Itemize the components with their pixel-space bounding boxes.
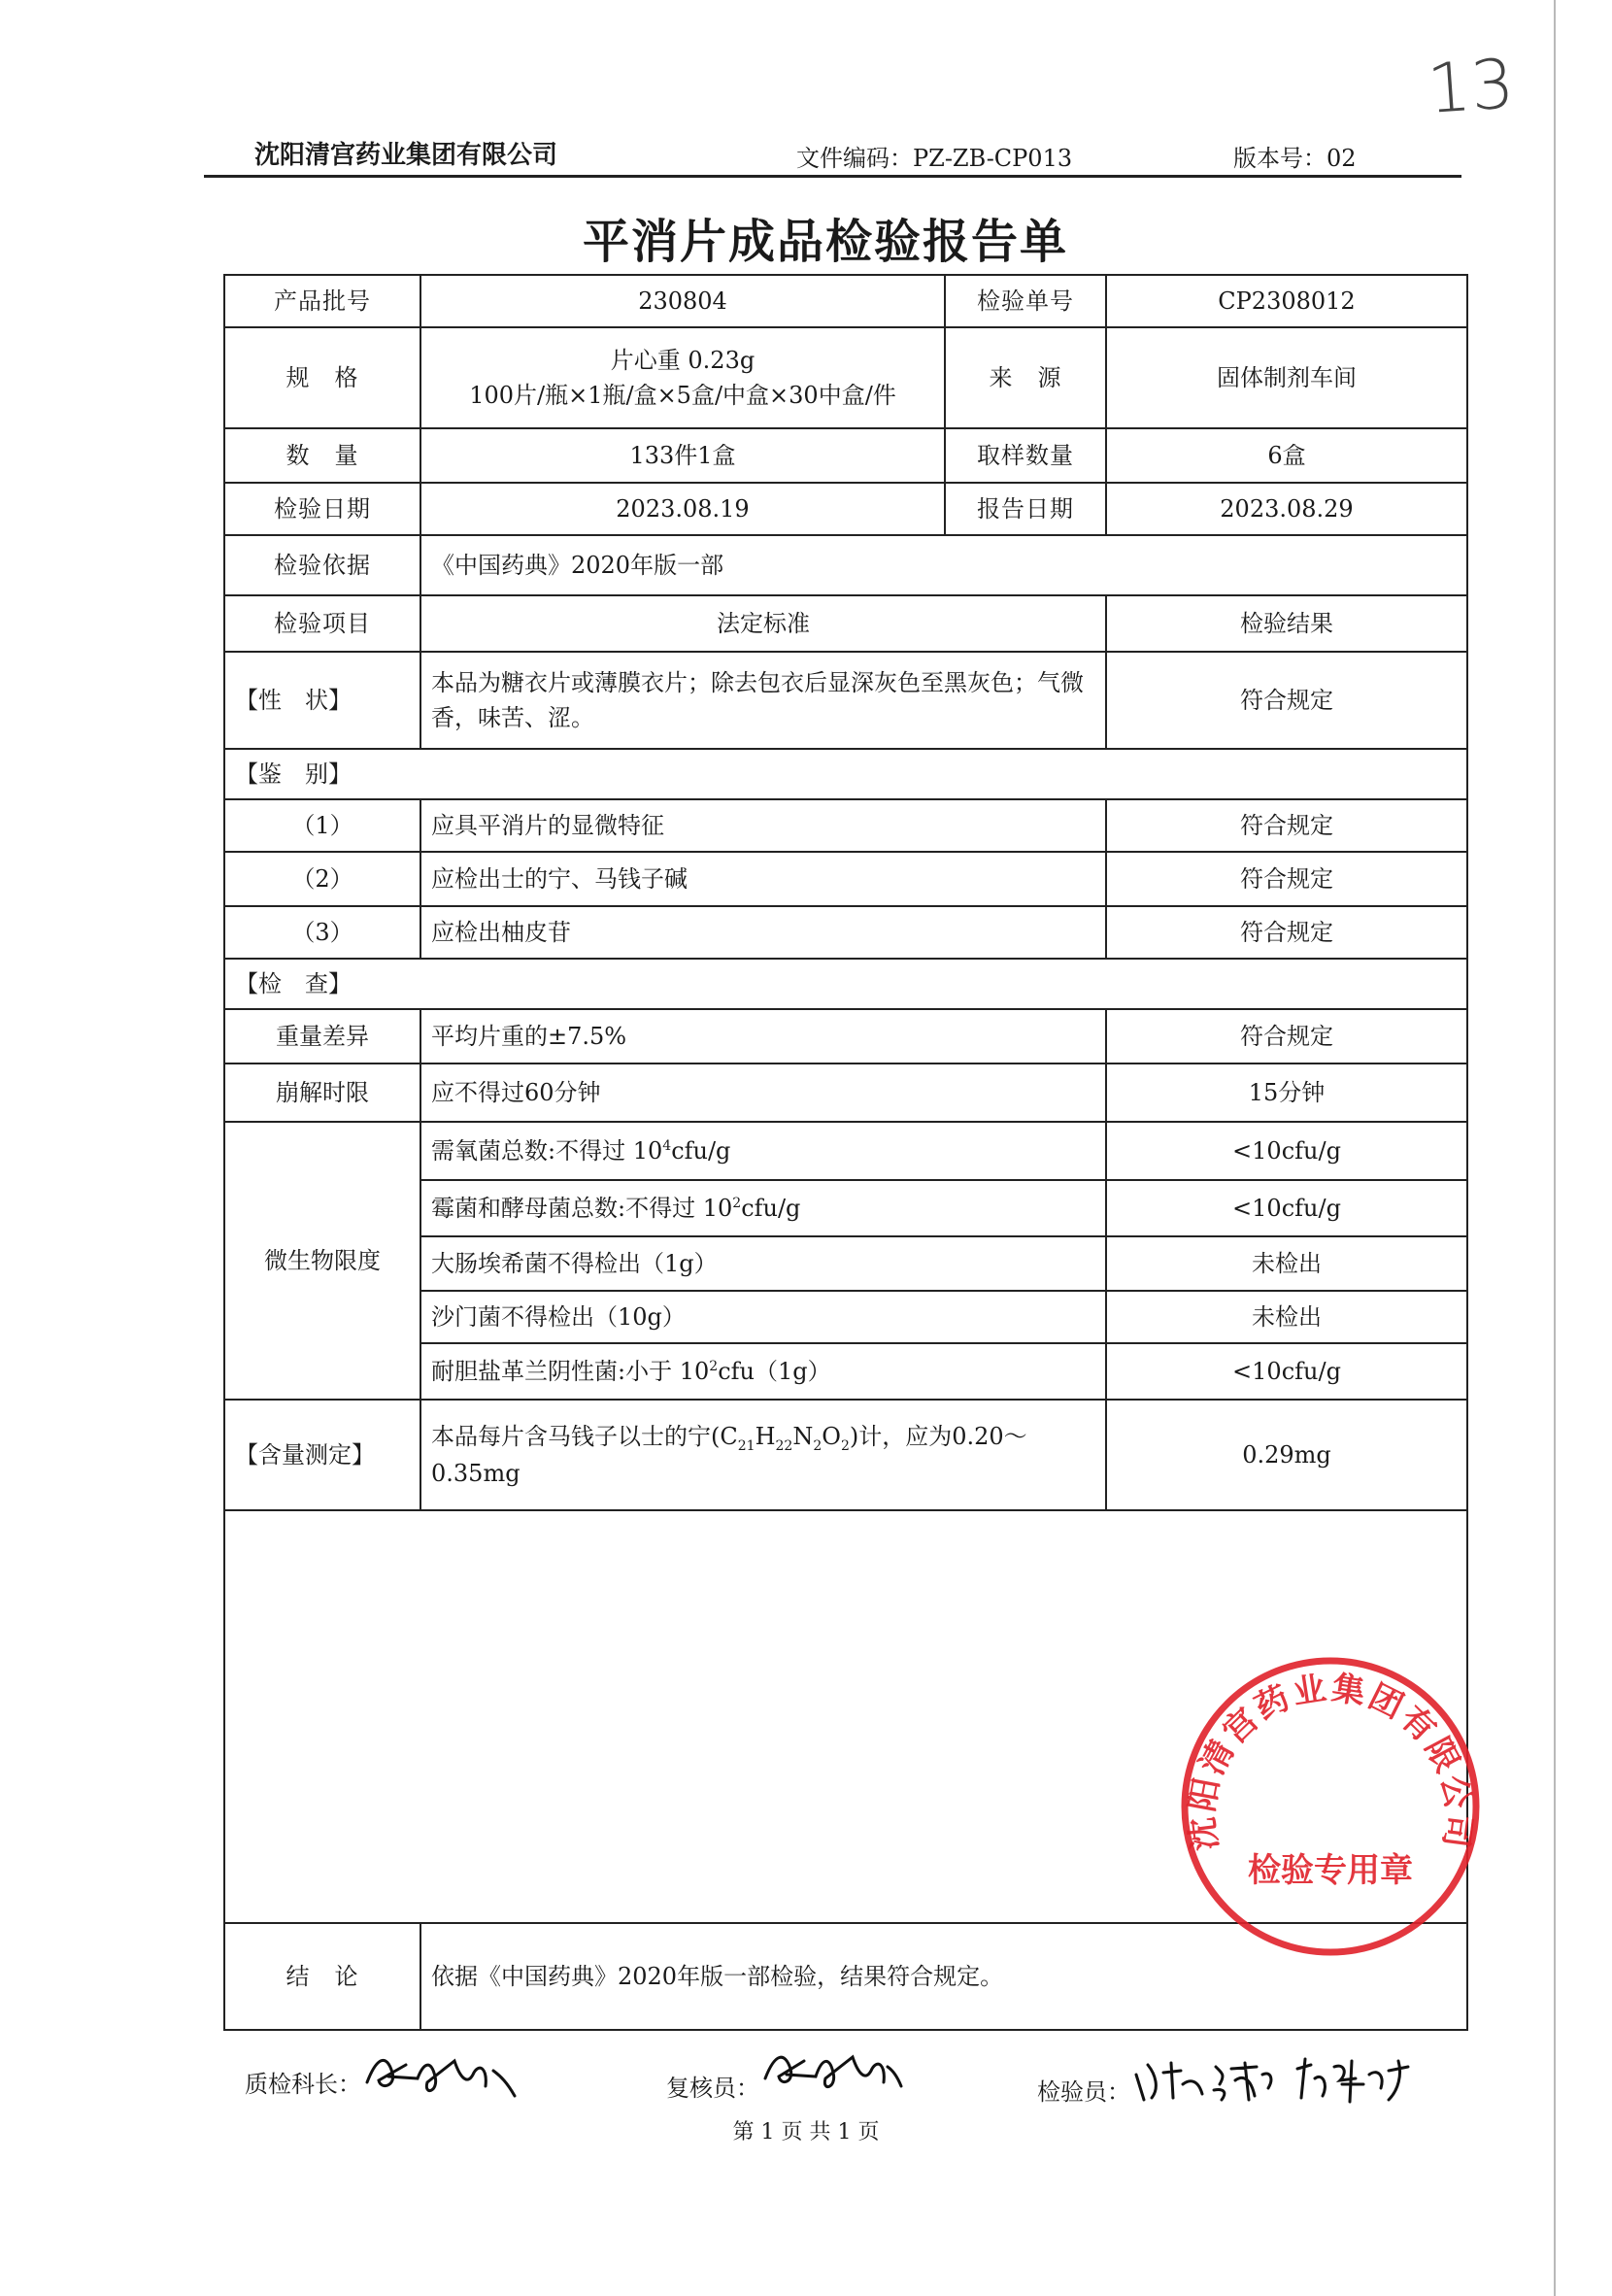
ident-standard-2: 应检出士的宁、马钱子碱 <box>420 852 1106 906</box>
row-spec <box>224 327 1467 428</box>
source-value: 固体制剂车间 <box>1106 327 1467 428</box>
examination-label: 【检 查】 <box>224 959 1467 1009</box>
inspect-no-value: CP2308012 <box>1106 275 1467 327</box>
file-code: 文件编码：PZ-ZB-CP013 <box>796 145 1073 172</box>
character-standard: 本品为糖衣片或薄膜衣片；除去包衣后显深灰色至黑灰色；气微香，味苦、涩。 <box>420 652 1106 749</box>
document-title: 平消片成品检验报告单 <box>582 215 1068 269</box>
row-basis <box>224 535 1467 595</box>
spec-line-1: 片心重 0.23g <box>610 347 756 374</box>
weight-standard: 平均片重的±7.5% <box>420 1009 1106 1064</box>
svg-text:沈阳清宫药业集团有限公司: 沈阳清宫药业集团有限公司 <box>1182 1669 1479 1853</box>
sample-value: 6盒 <box>1106 428 1467 483</box>
row-dates <box>224 483 1467 535</box>
row-quantity <box>224 428 1467 483</box>
weight-item: 重量差异 <box>224 1009 420 1064</box>
batch-label: 产品批号 <box>224 275 420 327</box>
microbial-result-3: 未检出 <box>1106 1236 1467 1291</box>
microbial-standard-1: 需氧菌总数:不得过 $10^4cfu/g$ <box>420 1122 1106 1180</box>
assay-standard: 本品每片含马钱子以士的宁$(C_{21}H_{22}N_2O_2)$计，应为0.20～0.35mg <box>420 1400 1106 1510</box>
disintegration-standard: 应不得过60分钟 <box>420 1064 1106 1122</box>
microbial-result-2: <10cfu/g <box>1106 1180 1467 1236</box>
row-assay <box>224 1400 1467 1510</box>
disintegration-result: 15分钟 <box>1106 1064 1467 1122</box>
col-standard-header: 法定标准 <box>420 595 1106 652</box>
microbial-standard-2: 霉菌和酵母菌总数:不得过 $10^2cfu/g$ <box>420 1180 1106 1236</box>
inspect-no-label: 检验单号 <box>945 275 1106 327</box>
table-row <box>224 1009 1467 1064</box>
document-header <box>204 134 1461 178</box>
row-batch <box>224 275 1467 327</box>
reviewer-label: 复核员： <box>666 2075 759 2102</box>
report-date-label: 报告日期 <box>945 483 1106 535</box>
ident-standard-1: 应具平消片的显微特征 <box>420 799 1106 852</box>
row-identification-section <box>224 749 1467 799</box>
sample-label: 取样数量 <box>945 428 1106 483</box>
disintegration-item: 崩解时限 <box>224 1064 420 1122</box>
svg-text:检验专用章: 检验专用章 <box>1248 1851 1413 1890</box>
ident-item-1: （1） <box>224 799 420 852</box>
table-row <box>224 906 1467 959</box>
inspector-signatures <box>1126 2045 1427 2108</box>
conclusion-text: 依据《中国药典》2020年版一部检验，结果符合规定。 <box>420 1923 1467 2030</box>
ident-result-3: 符合规定 <box>1106 906 1467 959</box>
chief-label: 质检科长： <box>245 2071 361 2098</box>
table-row <box>224 852 1467 906</box>
basis-label: 检验依据 <box>224 535 420 595</box>
inspect-date-label: 检验日期 <box>224 483 420 535</box>
spec-value <box>420 327 945 428</box>
chief-signature <box>359 2043 524 2106</box>
assay-result: 0.29mg <box>1106 1400 1467 1510</box>
signature-area <box>0 2040 1612 2117</box>
conclusion-label: 结 论 <box>224 1923 420 2030</box>
inspector-label: 检验员： <box>1037 2078 1130 2106</box>
source-label: 来 源 <box>945 327 1106 428</box>
ident-item-3: （3） <box>224 906 420 959</box>
table-row <box>224 799 1467 852</box>
col-item-header: 检验项目 <box>224 595 420 652</box>
scan-edge-line <box>1554 0 1556 2296</box>
handwritten-page-mark: 13 <box>1425 43 1517 130</box>
identification-label: 【鉴 别】 <box>224 749 1467 799</box>
qty-label: 数 量 <box>224 428 420 483</box>
spec-label: 规 格 <box>224 327 420 428</box>
row-examination-section <box>224 959 1467 1009</box>
character-label: 【性 状】 <box>224 652 420 749</box>
qty-value: 133件1盒 <box>420 428 945 483</box>
microbial-standard-3: 大肠埃希菌不得检出（1g） <box>420 1236 1106 1291</box>
microbial-result-4: 未检出 <box>1106 1291 1467 1343</box>
spec-line-2: 100片/瓶×1瓶/盒×5盒/中盒×30中盒/件 <box>469 382 896 409</box>
row-character <box>224 652 1467 749</box>
microbial-standard-5: 耐胆盐革兰阴性菌:小于 $10^2cfu(1g)$ <box>420 1343 1106 1400</box>
inspect-date-value: 2023.08.19 <box>420 483 945 535</box>
page-number: 第 1 页 共 1 页 <box>732 2120 880 2144</box>
report-date-value: 2023.08.29 <box>1106 483 1467 535</box>
company-name: 沈阳清宫药业集团有限公司 <box>254 141 558 170</box>
microbial-result-1: <10cfu/g <box>1106 1122 1467 1180</box>
microbial-item: 微生物限度 <box>224 1122 420 1400</box>
ident-result-1: 符合规定 <box>1106 799 1467 852</box>
basis-value: 《中国药典》2020年版一部 <box>420 535 1467 595</box>
row-column-headers <box>224 595 1467 652</box>
ident-standard-3: 应检出柚皮苷 <box>420 906 1106 959</box>
version-number: 版本号：02 <box>1233 145 1357 172</box>
inspection-seal <box>1177 1653 1484 1960</box>
assay-label: 【含量测定】 <box>224 1400 420 1510</box>
character-result: 符合规定 <box>1106 652 1467 749</box>
table-row <box>224 1122 1467 1180</box>
table-row <box>224 1064 1467 1122</box>
weight-result: 符合规定 <box>1106 1009 1467 1064</box>
ident-item-2: （2） <box>224 852 420 906</box>
reviewer-signature <box>759 2042 905 2104</box>
ident-result-2: 符合规定 <box>1106 852 1467 906</box>
microbial-result-5: <10cfu/g <box>1106 1343 1467 1400</box>
batch-value: 230804 <box>420 275 945 327</box>
microbial-standard-4: 沙门菌不得检出（10g） <box>420 1291 1106 1343</box>
col-result-header: 检验结果 <box>1106 595 1467 652</box>
